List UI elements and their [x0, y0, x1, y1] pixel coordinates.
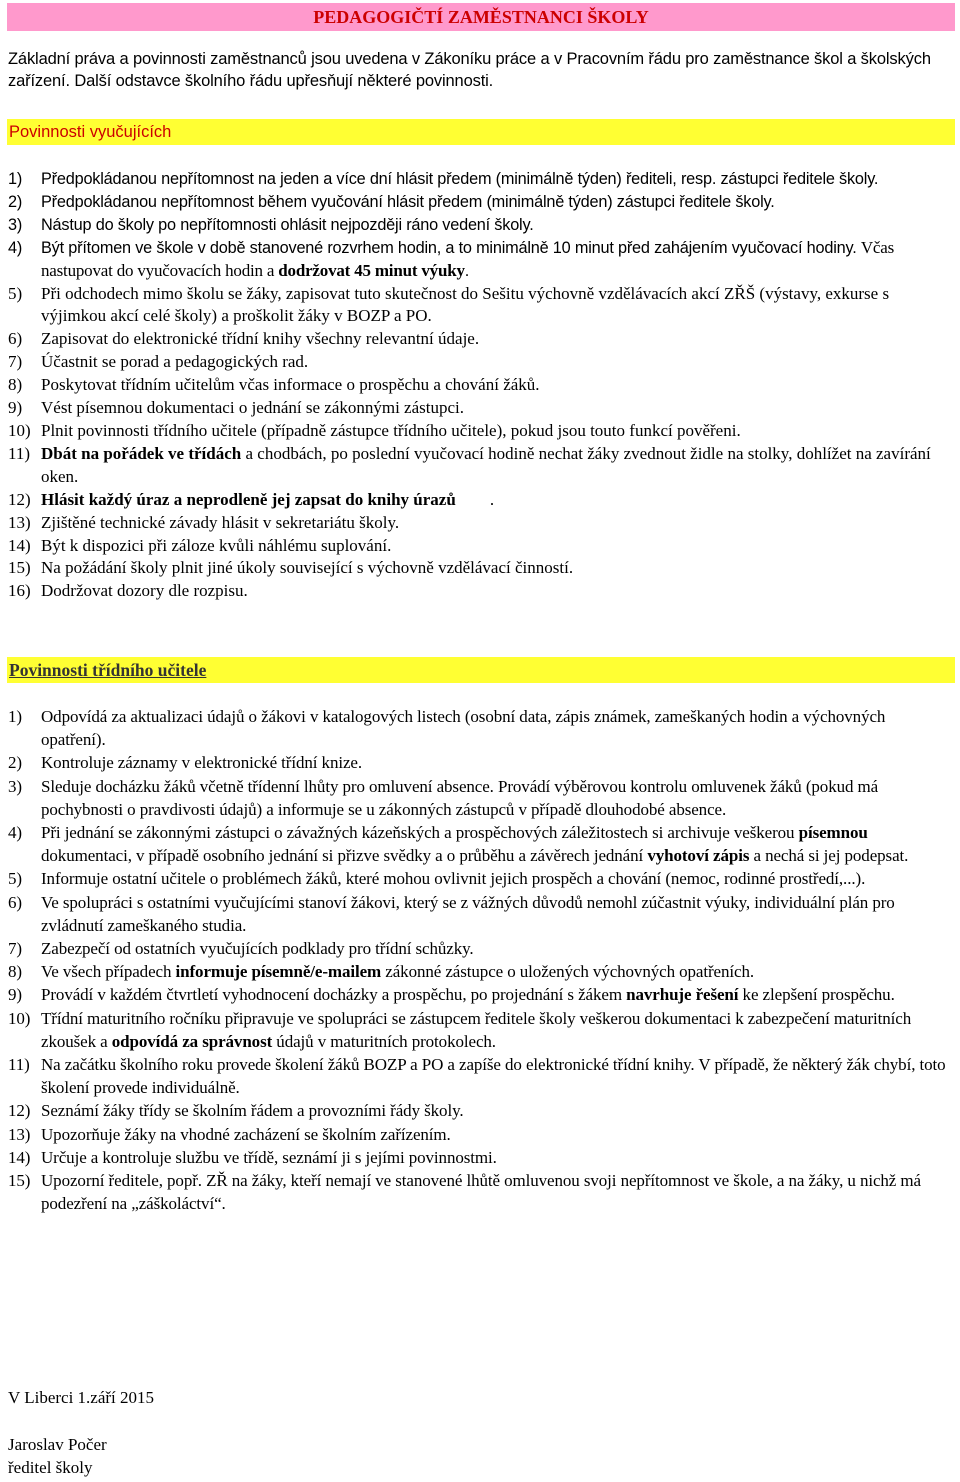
list-item: 8) Poskytovat třídním učitelům včas informace o prospěchu a chování žáků.	[8, 375, 540, 395]
list-item: 3) Sleduje docházku žáků včetně třídenní lhůty pro omluvení absence. Provádí výběrovou kontrolu omluvenek žáků (pokud má pochybnosti o pravdivosti údajů) a informuje se u zákonných zástupců v případě dlouhodobé absence.	[8, 776, 879, 819]
intro-paragraph: Základní práva a povinnosti zaměstnanců jsou uvedena v Zákoníku práce a v Pracovním řádu pro zaměstnance škol a školských zařízení. Další odstavce školního řádu upřesňují některé povinnosti.	[8, 50, 931, 90]
list-item: 12) Seznámí žáky třídy se školním řádem a provozními řády školy.	[8, 1101, 464, 1121]
list-item: 14) Být k dispozici při záloze kvůli náhlému suplování.	[8, 535, 392, 555]
list-item: 16) Dodržovat dozory dle rozpisu.	[8, 581, 248, 601]
signatory-name: Jaroslav Počer	[8, 1435, 107, 1454]
list-item: 13) Upozorňuje žáky na vhodné zacházení se školním zařízením.	[8, 1124, 451, 1144]
list-item: 1) Předpokládanou nepřítomnost na jeden a více dní hlásit předem (minimálně týden) řediteli, resp. zástupci ředitele školy.	[8, 170, 879, 188]
list-item: 4) Být přítomen ve škole v době stanovené rozvrhem hodin, a to minimálně 10 minut před zahájením vyučovací hodiny. Včas nastupovat do vyučovacích hodin a dodržovat 45 minut výuky.	[8, 237, 895, 280]
list-item: 10) Třídní maturitního ročníku připravuje ve spolupráci se zástupcem ředitele školy veškerou dokumentaci k zabezpečení maturitních zkoušek a odpovídá za správnost údajů v maturitních protokolech.	[8, 1008, 912, 1051]
list-item: 9) Provádí v každém čtvrtletí vyhodnocení docházky a prospěchu, po projednání s žákem navrhuje řešení ke zlepšení prospěchu.	[8, 985, 895, 1005]
list-item: 15) Upozorní ředitele, popř. ZŘ na žáky, kteří nemají ve stanovené lhůtě omluvenou svoji nepřítomnost ve škole, a na žáky, u nichž má podezření na „záškoláctví“.	[8, 1171, 921, 1214]
list-item: 6) Ve spolupráci s ostatními vyučujícími stanoví žákovi, který se z vážných důvodů nemohl zúčastnit výuky, individuální plán pro zvládnutí zameškaného studia.	[8, 892, 895, 935]
list-item: 6) Zapisovat do elektronické třídní knihy všechny relevantní údaje.	[8, 329, 480, 349]
list-item: 4) Při jednání se zákonnými zástupci o závažných kázeňských a prospěchových záležitostech si archivuje veškerou písemnou dokumentaci, v případě osobního jednání si přizve svědky a o průběhu a závěrech jednání vyhotoví zápis a nechá si jej podepsat.	[8, 823, 909, 866]
list-item: 9) Vést písemnou dokumentaci o jednání se zákonnými zástupci.	[8, 398, 465, 418]
list-item: 13) Zjištěné technické závady hlásit v sekretariátu školy.	[8, 512, 400, 532]
list-item: 10) Plnit povinnosti třídního učitele (případně zástupce třídního učitele), pokud jsou touto funkcí pověřeni.	[8, 420, 741, 440]
list-item: 7) Zabezpečí od ostatních vyučujících podklady pro třídní schůzky.	[8, 939, 474, 959]
section1-heading-banner	[7, 119, 955, 145]
signatory-role: ředitel školy	[8, 1458, 93, 1477]
list-item: 1) Odpovídá za aktualizaci údajů o žákovi v katalogových listech (osobní data, zápis známek, zameškaných hodin a výchovných opatření).	[8, 707, 886, 750]
title-banner	[7, 3, 955, 31]
list-item: 11) Na začátku školního roku provede školení žáků BOZP a PO a zapíše do elektronické třídní knihy. V případě, že některý žák chybí, toto školení provede individuálně.	[8, 1055, 946, 1098]
section2-heading: Povinnosti třídního učitele	[9, 660, 207, 680]
place-date: V Liberci 1.září 2015	[8, 1388, 155, 1407]
list-item: 2) Kontroluje záznamy v elektronické třídní knize.	[8, 753, 363, 773]
list-item: 11) Dbát na pořádek ve třídách a chodbách, po poslední vyučovací hodině nechat žáky zvednout židle na stolky, dohlížet na zavírání oken.	[8, 443, 931, 486]
list-item: 14) Určuje a kontroluje službu ve třídě, seznámí ji s jejími povinnostmi.	[8, 1147, 497, 1167]
list-item: 15) Na požádání školy plnit jiné úkoly související s výchovně vzdělávací činností.	[8, 558, 574, 578]
list-item: 8) Ve všech případech informuje písemně/e-mailem zákonné zástupce o uložených výchovných opatřeních.	[8, 962, 755, 982]
teacher-duties-list	[8, 168, 953, 603]
class-teacher-duties-list	[8, 705, 953, 1215]
list-item: 12) Hlásit každý úraz a neprodleně jej zapsat do knihy úrazů .	[8, 489, 495, 509]
list-item: 2) Předpokládanou nepřítomnost během vyučování hlásit předem (minimálně týden) zástupci ředitele školy.	[8, 192, 775, 211]
section1-heading: Povinnosti vyučujících	[9, 123, 172, 141]
page-title: PEDAGOGIČTÍ ZAMĚSTNANCI ŠKOLY	[313, 7, 649, 27]
list-item: 5) Při odchodech mimo školu se žáky, zapisovat tuto skutečnost do Sešitu výchovně vzdělávacích akcí ZŘŠ (výstavy, exkurse s výjimkou akcí celé školy) a proškolit žáky v BOZP a PO.	[8, 283, 890, 326]
list-item: 5) Informuje ostatní učitele o problémech žáků, které mohou ovlivnit jejich prospěch a chování (nemoc, rodinné prostředí,...).	[8, 869, 866, 889]
list-item: 7) Účastnit se porad a pedagogických rad.	[8, 352, 309, 372]
list-item: 3) Nástup do školy po nepřítomnosti ohlásit nejpozději ráno vedení školy.	[8, 215, 534, 234]
section2-heading-banner	[7, 657, 955, 683]
